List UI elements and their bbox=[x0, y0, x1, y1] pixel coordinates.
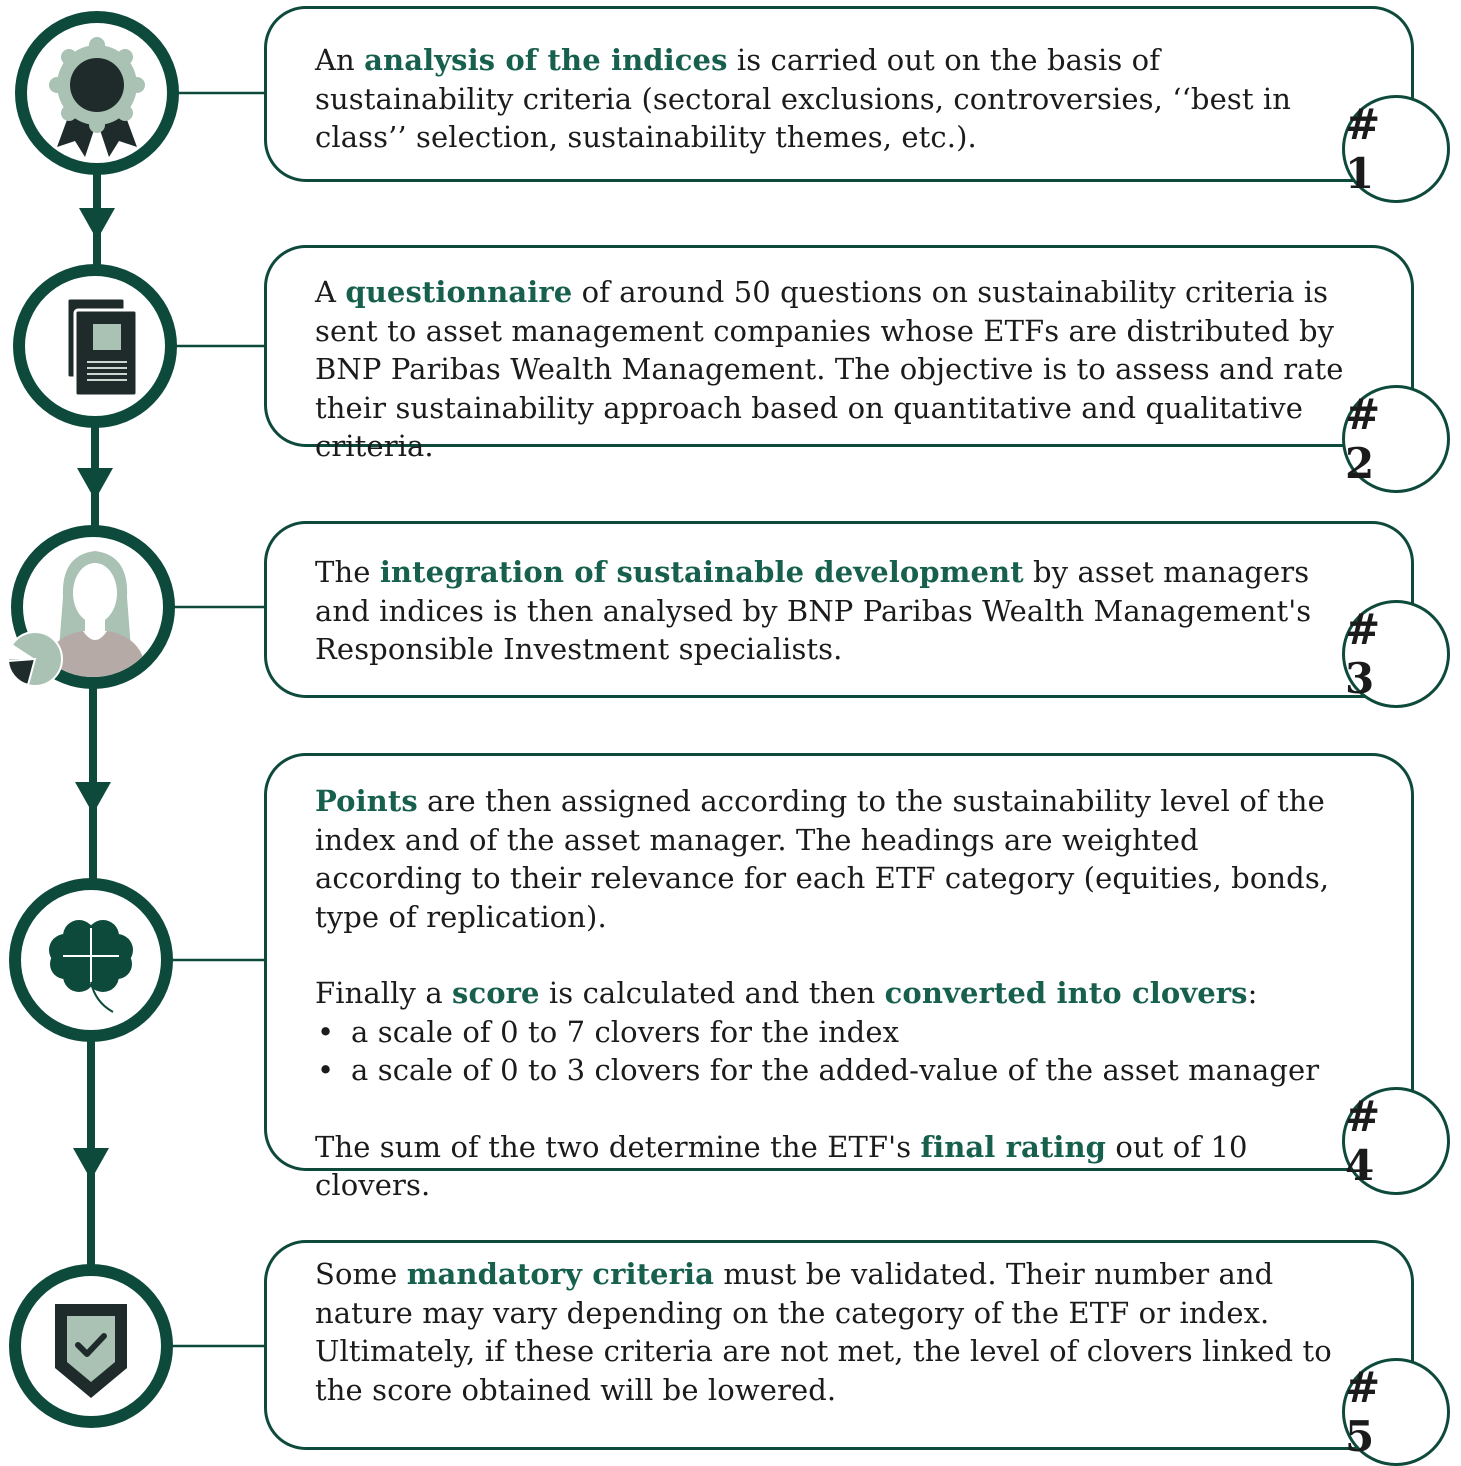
highlight-points: Points bbox=[315, 784, 418, 818]
step-card-5 bbox=[264, 1240, 1414, 1450]
shield-check-icon bbox=[21, 1276, 161, 1416]
text-run: An bbox=[315, 43, 365, 77]
highlight-questionnaire: questionnaire bbox=[345, 275, 573, 309]
step-card-4 bbox=[264, 753, 1414, 1202]
text-run: Finally a bbox=[315, 976, 453, 1010]
badge-label: # 4 bbox=[1345, 1092, 1389, 1190]
questionnaire-document-icon bbox=[25, 276, 165, 416]
highlight-score: score bbox=[452, 976, 540, 1010]
award-ribbon-icon bbox=[27, 23, 167, 163]
text-run: Some bbox=[315, 1257, 407, 1291]
text-run: is calculated and then bbox=[539, 976, 885, 1010]
step-number-badge bbox=[1342, 385, 1450, 493]
text-run: by asset managers and indices is then analysed by BNP Paribas Wealth Management's Responsible Investment specialists. bbox=[315, 555, 1312, 666]
step-card-2 bbox=[264, 245, 1414, 463]
step-4-icon-circle bbox=[9, 878, 173, 1042]
text-run: are then assigned according to the sustainability level of the index and of the asset manager. The headings are weighted according to their relevance for each ETF category (equities, bonds, type of replication). bbox=[315, 784, 1330, 934]
step-2-text bbox=[315, 273, 1355, 466]
text-run: of around 50 questions on sustainability criteria is sent to asset management companies whose ETFs are distributed by BNP Paribas Wealth Management. The objective is to assess and rate their sustainability approach based on quantitative and qualitative criteria. bbox=[315, 275, 1344, 463]
highlight-final-rating: final rating bbox=[920, 1129, 1107, 1164]
text-run: is carried out on the basis of sustainability criteria (sectoral exclusions, controversies, ‘‘best in class’’ selection, sustainability themes, etc.). bbox=[315, 43, 1292, 154]
text-run: : bbox=[1247, 976, 1258, 1010]
step-4-paragraph-points bbox=[315, 782, 1355, 936]
list-item: • a scale of 0 to 7 clovers for the index bbox=[315, 1013, 1355, 1052]
clover-scale-list bbox=[315, 1013, 1355, 1090]
pie-chart-icon bbox=[6, 630, 64, 688]
badge-label: # 5 bbox=[1345, 1363, 1389, 1461]
step-5-icon-circle bbox=[9, 1264, 173, 1428]
step-card-3 bbox=[264, 521, 1414, 698]
step-1-text bbox=[315, 41, 1355, 157]
list-item: • a scale of 0 to 3 clovers for the added-value of the asset manager bbox=[315, 1051, 1355, 1090]
step-4-text bbox=[315, 782, 1355, 1205]
step-1-icon-circle bbox=[15, 11, 179, 175]
step-4-paragraph-final bbox=[315, 1128, 1355, 1205]
step-5-text bbox=[315, 1255, 1355, 1409]
text-run: The bbox=[315, 555, 380, 589]
step-4-paragraph-score bbox=[315, 974, 1355, 1013]
text-run: A bbox=[315, 275, 346, 309]
arrow-down-icon bbox=[73, 1148, 109, 1180]
badge-label: # 2 bbox=[1345, 390, 1389, 488]
badge-label: # 1 bbox=[1345, 100, 1389, 198]
arrow-down-icon bbox=[77, 468, 113, 500]
text-run: must be validated. Their number and nature may vary depending on the category of the ETF or index. Ultimately, if these criteria are not met, the level of clovers linked to the score obtained will be lowered. bbox=[315, 1257, 1332, 1407]
step-number-badge bbox=[1342, 95, 1450, 203]
highlight-converted-into-clovers: converted into clovers bbox=[884, 976, 1248, 1010]
step-card-1 bbox=[264, 6, 1414, 182]
step-3-text bbox=[315, 553, 1355, 669]
text-run: out of 10 clovers. bbox=[315, 1129, 1248, 1202]
highlight-analysis-of-indices: analysis of the indices bbox=[364, 43, 728, 77]
badge-label: # 3 bbox=[1345, 605, 1389, 703]
step-2-icon-circle bbox=[13, 264, 177, 428]
step-number-badge bbox=[1342, 600, 1450, 708]
clover-icon bbox=[21, 890, 161, 1030]
arrow-down-icon bbox=[79, 208, 115, 240]
highlight-mandatory-criteria: mandatory criteria bbox=[406, 1257, 714, 1291]
step-number-badge bbox=[1342, 1358, 1450, 1466]
text-run: The sum of the two determine the ETF's bbox=[315, 1129, 921, 1164]
step-number-badge bbox=[1342, 1087, 1450, 1195]
highlight-integration: integration of sustainable development bbox=[379, 555, 1024, 589]
arrow-down-icon bbox=[75, 782, 111, 814]
